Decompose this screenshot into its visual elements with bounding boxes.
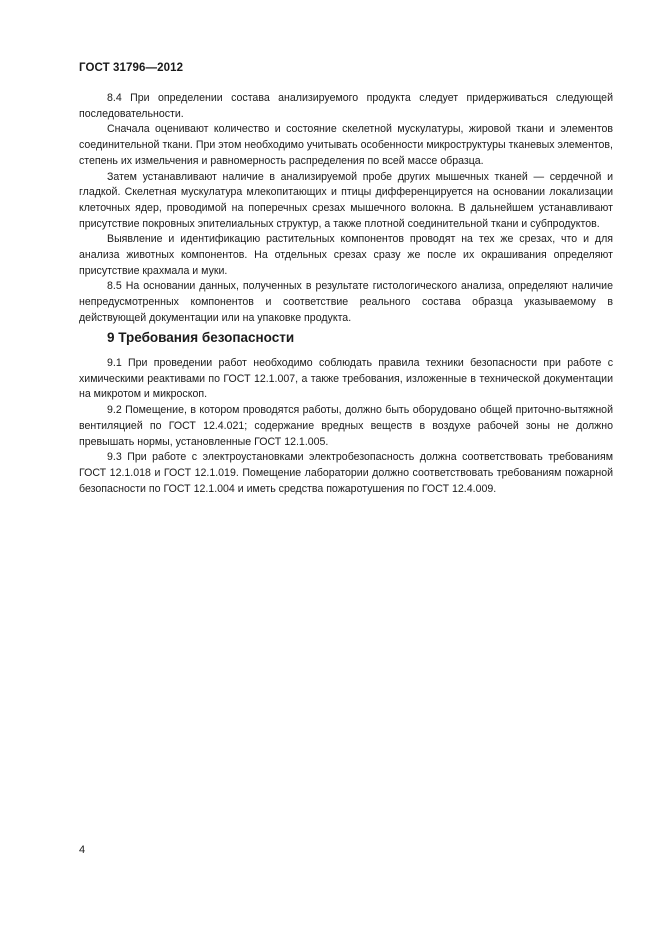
section-8-body	[79, 91, 613, 327]
paragraph-9-1: 9.1 При проведении работ необходимо соблюдать правила техники безопасности при работе с химическими реактивами по ГОСТ 12.1.007, а также требования, изложенные в технической документации на микротом и микроскоп.	[79, 357, 613, 401]
paragraph-8-5: 8.5 На основании данных, полученных в результате гистологического анализа, определяют наличие непредусмотренных компонентов и соответствие реального состава образца указываемому в действующей документации или на упаковке продукта.	[79, 280, 613, 324]
document-header-standard: ГОСТ 31796—2012	[79, 62, 184, 74]
paragraph-9-2: 9.2 Помещение, в котором проводятся работы, должно быть оборудовано общей приточно-вытяжной вентиляцией по ГОСТ 12.4.021; содержание вредных веществ в воздухе рабочей зоны не должно превышать нормы, установленные ГОСТ 12.1.005.	[79, 404, 613, 448]
page-number: 4	[79, 844, 86, 856]
section-9-heading: 9 Требования безопасности	[107, 330, 295, 345]
section-9-body	[79, 356, 613, 497]
paragraph-8-4: 8.4 При определении состава анализируемого продукта следует придерживаться следующей последовательности.	[79, 92, 613, 120]
paragraph-8-4-step-1: Сначала оценивают количество и состояние скелетной мускулатуры, жировой ткани и элементов соединительной ткани. При этом необходимо учитывать особенности микроструктуры тканевых элементов, степень их измельчения и равномерность распределения по всей массе образца.	[79, 123, 613, 167]
paragraph-9-3: 9.3 При работе с электроустановками электробезопасность должна соответствовать требованиям ГОСТ 12.1.018 и ГОСТ 12.1.019. Помещение лаборатории должно соответствовать требованиям пожарной безопасности по ГОСТ 12.1.004 и иметь средства пожаротушения по ГОСТ 12.4.009.	[79, 451, 613, 495]
paragraph-8-4-step-3: Выявление и идентификацию растительных компонентов проводят на тех же срезах, что и для анализа животных компонентов. На отдельных срезах сразу же после их окрашивания определяют присутствие крахмала и муки.	[79, 233, 613, 277]
paragraph-8-4-step-2: Затем устанавливают наличие в анализируемой пробе других мышечных тканей — сердечной и гладкой. Скелетная мускулатура млекопитающих и птицы дифференцируется на основании локализации клеточных ядер, проводимой на поперечных срезах мышечного волокна. В дальнейшем устанавливают присутствие покровных эпителиальных структур, а также плотной соединительной ткани и субпродуктов.	[79, 170, 613, 230]
